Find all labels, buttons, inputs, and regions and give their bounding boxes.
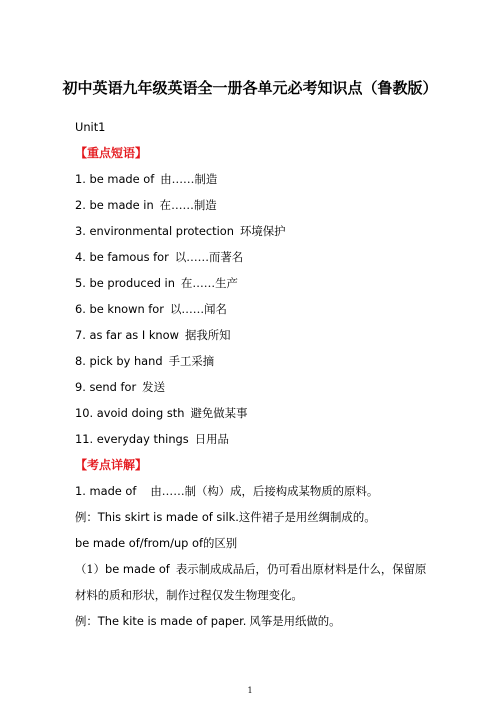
phrase-item bbox=[75, 405, 247, 421]
phrase-chinese: 避免做某事 bbox=[190, 406, 248, 420]
document-title: 初中英语九年级英语全一册各单元必考知识点（鲁教版） bbox=[62, 79, 438, 97]
phrase-english: 10. avoid doing sth bbox=[75, 406, 185, 420]
phrase-item bbox=[75, 301, 227, 317]
phrase-item bbox=[75, 431, 229, 447]
sub-point-english: be made of bbox=[105, 562, 170, 576]
difference-english: be made of/from/up of bbox=[75, 536, 204, 550]
phrase-item bbox=[75, 327, 231, 343]
phrase-chinese: 据我所知 bbox=[184, 328, 231, 342]
example-english: This skirt is made of silk. bbox=[97, 510, 239, 524]
phrase-chinese: 以……闻名 bbox=[169, 302, 227, 316]
example-chinese: 风筝是用纸做的。 bbox=[249, 614, 341, 628]
phrase-chinese: 发送 bbox=[142, 380, 165, 394]
phrase-item bbox=[75, 379, 165, 395]
phrase-chinese: 由……制造 bbox=[160, 172, 218, 186]
example-english: The kite is made of paper. bbox=[97, 614, 247, 628]
phrase-chinese: 手工采摘 bbox=[168, 354, 215, 368]
phrase-chinese: 在……制造 bbox=[159, 198, 217, 212]
phrase-english: 9. send for bbox=[75, 380, 137, 394]
phrase-chinese: 以……而著名 bbox=[174, 250, 244, 264]
point-english: 1. made of bbox=[75, 484, 137, 498]
phrase-english: 4. be famous for bbox=[75, 250, 169, 264]
sub-point-number: （1） bbox=[75, 562, 106, 576]
example-line bbox=[75, 509, 376, 525]
phrase-chinese: 环境保护 bbox=[240, 224, 286, 238]
page-number: 1 bbox=[247, 686, 253, 695]
phrase-english: 7. as far as I know bbox=[75, 328, 179, 342]
phrase-item bbox=[75, 197, 217, 213]
section-heading-details: 【考点详解】 bbox=[75, 458, 148, 472]
difference-chinese: 的区别 bbox=[203, 536, 238, 550]
phrase-english: 1. be made of bbox=[75, 172, 155, 186]
phrase-english: 11. everyday things bbox=[75, 432, 189, 446]
phrase-chinese: 在……生产 bbox=[180, 276, 238, 290]
sub-point-line bbox=[75, 561, 426, 577]
unit-label: Unit1 bbox=[75, 120, 106, 134]
difference-heading bbox=[75, 535, 237, 551]
example-chinese: 这件裙子是用丝绸制成的。 bbox=[238, 510, 376, 524]
phrase-item bbox=[75, 353, 214, 369]
phrase-item bbox=[75, 223, 286, 239]
phrase-item bbox=[75, 275, 238, 291]
sub-point-chinese: 表示制成成品后，仍可看出原材料是什么，保留原 bbox=[175, 562, 427, 576]
detail-point bbox=[75, 483, 378, 499]
example-label: 例： bbox=[75, 510, 98, 524]
point-chinese: 由……制（构）成，后接构成某物质的原料。 bbox=[150, 484, 379, 498]
example-label: 例： bbox=[75, 614, 98, 628]
phrase-english: 6. be known for bbox=[75, 302, 164, 316]
phrase-english: 2. be made in bbox=[75, 198, 154, 212]
example-line bbox=[75, 613, 341, 629]
phrase-english: 8. pick by hand bbox=[75, 354, 163, 368]
phrase-item bbox=[75, 171, 217, 187]
sub-point-continuation: 材料的质和形状，制作过程仅发生物理变化。 bbox=[75, 588, 303, 602]
phrase-item bbox=[75, 249, 243, 265]
phrase-english: 5. be produced in bbox=[75, 276, 175, 290]
phrase-chinese: 日用品 bbox=[194, 432, 229, 446]
section-heading-phrases: 【重点短语】 bbox=[75, 146, 148, 160]
phrase-english: 3. environmental protection bbox=[75, 224, 234, 238]
